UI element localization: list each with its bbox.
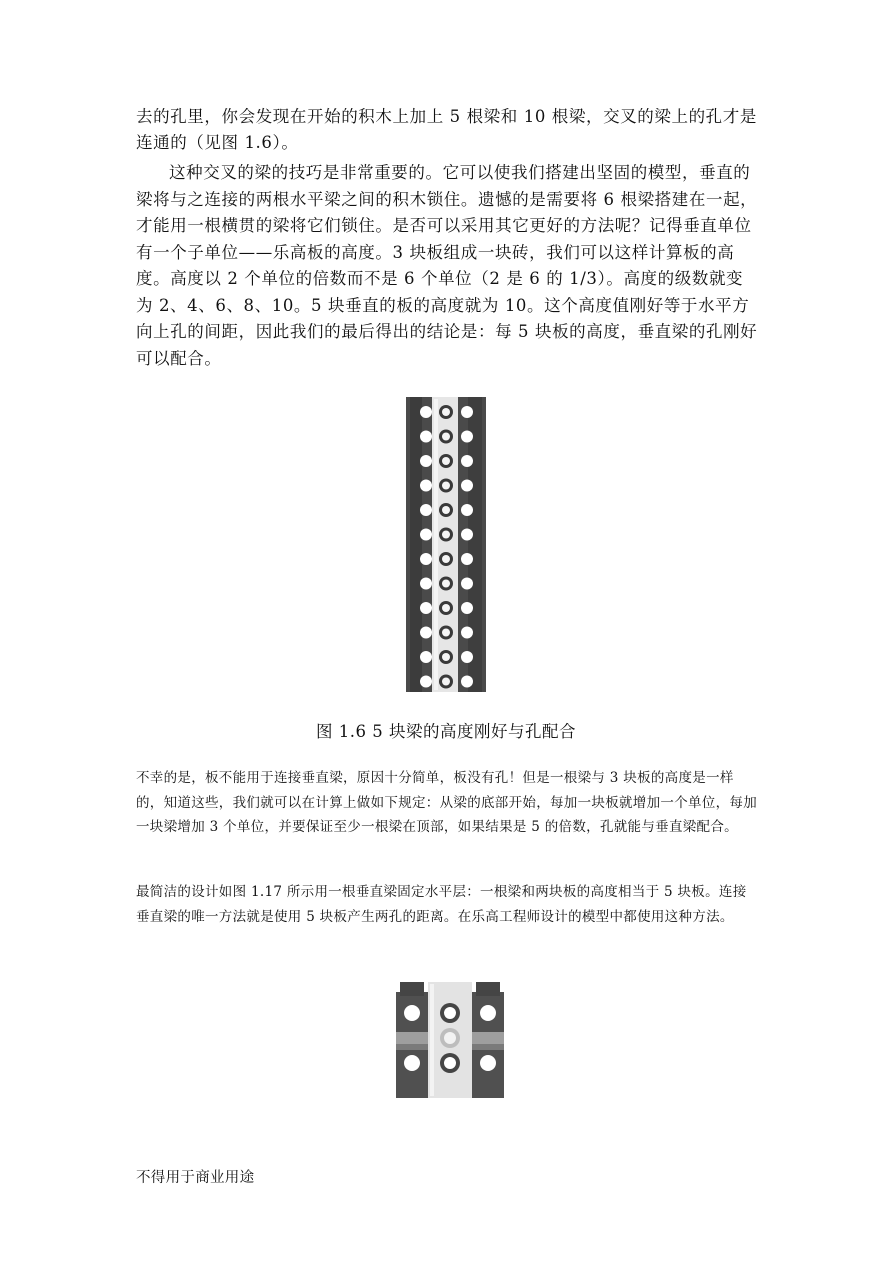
side-hole	[420, 406, 432, 418]
figure-1-17-beam-joint	[396, 982, 504, 1098]
side-hole	[420, 529, 432, 541]
beam-hole	[442, 629, 450, 637]
beam-hole	[442, 653, 450, 661]
side-hole	[420, 480, 432, 492]
side-hole	[461, 651, 473, 663]
side-hole	[461, 578, 473, 590]
side-hole	[420, 578, 432, 590]
side-hole	[420, 553, 432, 565]
side-hole	[461, 480, 473, 492]
side-hole	[461, 553, 473, 565]
beam-hole	[442, 678, 450, 686]
side-hole	[461, 676, 473, 688]
side-hole	[461, 504, 473, 516]
side-hole	[461, 627, 473, 639]
side-hole	[420, 602, 432, 614]
beam-hole	[442, 580, 450, 588]
side-hole	[461, 602, 473, 614]
beam-hole	[442, 408, 450, 416]
side-hole	[420, 651, 432, 663]
beam-hole	[442, 482, 450, 490]
figure-1-6-beam-stack	[406, 397, 486, 692]
beam-hole	[442, 531, 450, 539]
beam-hole	[442, 555, 450, 563]
paragraph-crossed-beams: 这种交叉的梁的技巧是非常重要的。它可以使我们搭建出坚固的模型，垂直的梁将与之连接的两根水平梁之间的积木锁住。遗憾的是需要将 6 根梁搭建在一起，才能用一根横贯的梁将它们锁住。是否可以采用其它更好的方法呢？记得垂直单位有一个子单位——乐高板的高度。3 块板组成一块砖，我们可以这样计算板的高度。高度以 2 个单位的倍数而不是 6 个单位（2 是 6 的 1/3）。高度的级数就变为 2、4、6、8、10。5 块垂直的板的高度就为 10。这个高度值刚好等于水平方向上孔的间距，因此我们的最后得出的结论是：每 5 块板的高度，垂直梁的孔刚好可以配合。	[136, 163, 758, 368]
side-hole	[420, 676, 432, 688]
paragraph-simplest-design: 最简洁的设计如图 1.17 所示用一根垂直梁固定水平层：一根梁和两块板的高度相当于 5 块板。连接垂直梁的唯一方法就是使用 5 块板产生两孔的距离。在乐高工程师设计的模型中都使用这种方法。	[136, 884, 747, 925]
side-hole	[461, 406, 473, 418]
beam-hole	[442, 457, 450, 465]
beam-hole	[442, 604, 450, 612]
side-hole	[461, 455, 473, 467]
side-hole	[420, 431, 432, 443]
figure-caption: 图 1.6 5 块梁的高度刚好与孔配合	[316, 722, 576, 741]
side-hole	[461, 529, 473, 541]
beam-hole	[442, 506, 450, 514]
footer-note: 不得用于商业用途	[136, 1170, 255, 1186]
paragraph-plates: 不幸的是，板不能用于连接垂直梁，原因十分简单，板没有孔！但是一根梁与 3 块板的高度是一样的，知道这些，我们就可以在计算上做如下规定：从梁的底部开始，每加一块板就增加一个单位，每加一块梁增加 3 个单位，并要保证至少一根梁在顶部，如果结果是 5 的倍数，孔就能与垂直梁配合。	[136, 770, 757, 835]
beam-hole	[442, 433, 450, 441]
side-hole	[461, 431, 473, 443]
side-hole	[420, 504, 432, 516]
side-hole	[420, 455, 432, 467]
side-hole	[420, 627, 432, 639]
paragraph-continuation: 去的孔里，你会发现在开始的积木上加上 5 根梁和 10 根梁，交叉的梁上的孔才是连通的（见图 1.6）。	[136, 107, 757, 152]
